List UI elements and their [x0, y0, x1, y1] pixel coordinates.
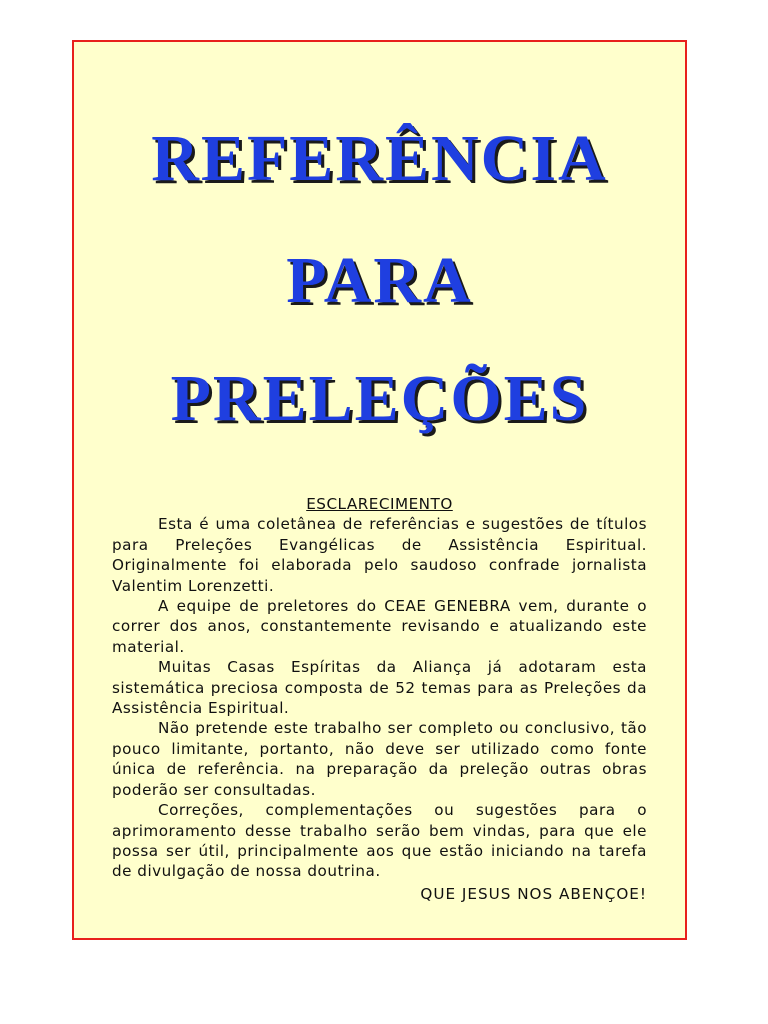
- title-line-2: PARA: [286, 244, 473, 317]
- paragraph-3: Muitas Casas Espíritas da Aliança já adotaram esta sistemática preciosa composta de 52 temas para as Preleções da Assistência Espiritual.: [112, 658, 647, 718]
- paragraph-4: Não pretende este trabalho ser completo ou conclusivo, tão pouco limitante, portanto, não deve ser utilizado como fonte única de referência. na preparação da preleção outras obras poderão ser consultadas.: [112, 719, 647, 799]
- clarification-section: [112, 494, 647, 904]
- title-line-3: PRELEÇÕES: [170, 362, 589, 435]
- section-heading: ESCLARECIMENTO: [306, 495, 453, 513]
- document-page: [72, 40, 687, 940]
- paragraph-5: Correções, complementações ou sugestões para o aprimoramento desse trabalho serão bem vindas, para que ele possa ser útil, principalmente aos que estão iniciando na tarefa de divulgação de nossa doutrina.: [112, 801, 647, 881]
- paragraph-2: A equipe de preletores do CEAE GENEBRA vem, durante o correr dos anos, constantemente revisando e atualizando este material.: [112, 597, 647, 656]
- paragraph-1: Esta é uma coletânea de referências e sugestões de títulos para Preleções Evangélicas de Assistência Espiritual. Originalmente foi elaborada pelo saudoso confrade jornalista Valentim Lorenzetti.: [112, 515, 647, 595]
- closing-blessing: QUE JESUS NOS ABENÇOE!: [420, 884, 647, 903]
- title-line-1: REFERÊNCIA: [151, 122, 608, 195]
